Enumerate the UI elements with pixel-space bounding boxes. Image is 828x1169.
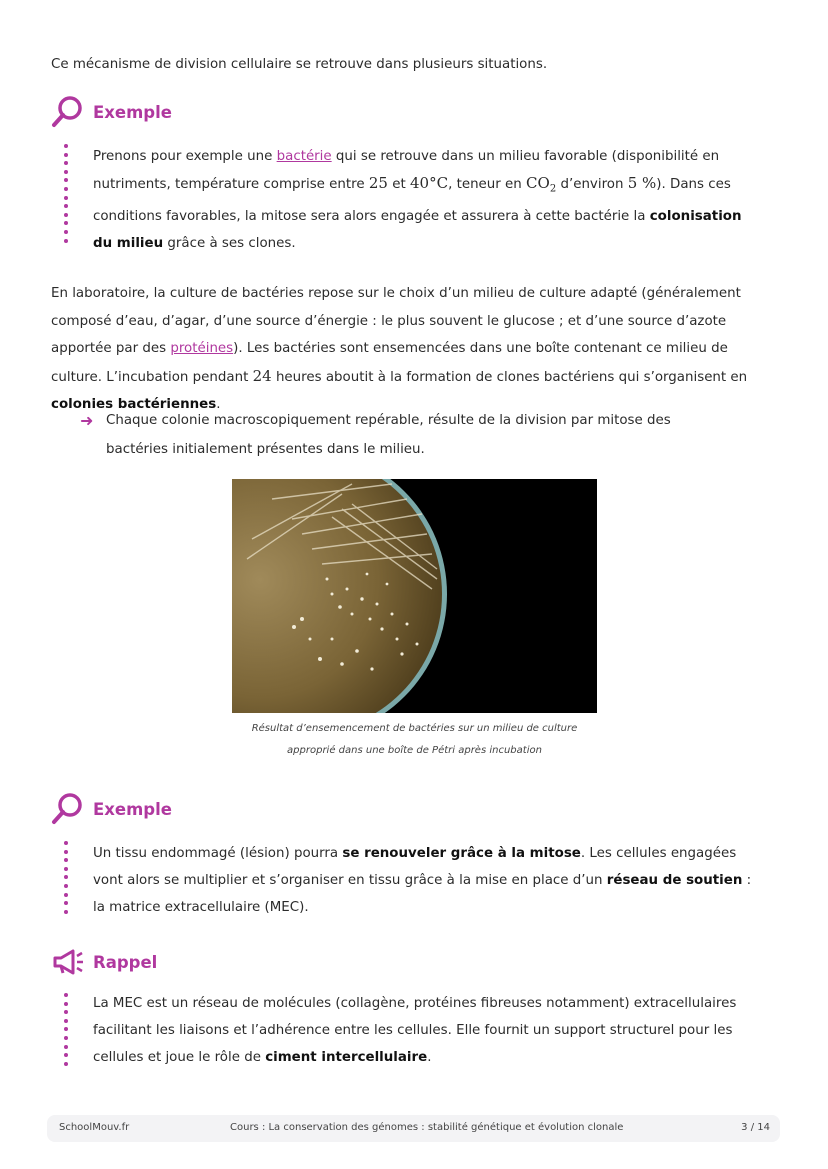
dotted-rule	[64, 144, 69, 247]
link-bacterie[interactable]: bactérie	[276, 149, 332, 164]
intro-paragraph: Ce mécanisme de division cellulaire se retrouve dans plusieurs situations.	[51, 57, 548, 72]
arrow-point	[80, 407, 770, 464]
footer-page-number: 3 / 14	[741, 1122, 770, 1133]
arrow-right-icon: ➜	[80, 411, 94, 430]
page-footer	[47, 1115, 780, 1142]
example-title: Exemple	[93, 102, 172, 122]
petri-dish-image	[232, 479, 597, 713]
dotted-rule	[64, 841, 69, 918]
magnifier-icon	[51, 792, 85, 826]
example-text-2: Un tissu endommagé (lésion) pourra se renouveler grâce à la mitose. Les cellules engagées vont alors se multiplier et s’organiser en tissu grâce à la mise en place d’un réseau de soutien : la matrice extracellulaire (MEC).	[93, 846, 752, 915]
rappel-heading	[51, 945, 157, 979]
example-heading	[51, 95, 172, 129]
magnifier-icon	[51, 95, 85, 129]
megaphone-icon	[51, 945, 85, 979]
footer-site: SchoolMouv.fr	[59, 1122, 130, 1133]
footer-course-title: Cours : La conservation des génomes : stabilité génétique et évolution clonale	[230, 1122, 624, 1133]
image-caption: Résultat d’ensemencement de bactéries sur un milieu de culture approprié dans une boîte de Pétri après incubation	[251, 723, 578, 756]
rappel-text: La MEC est un réseau de molécules (collagène, protéines fibreuses notamment) extracellulaires facilitant les liaisons et l’adhérence entre les cellules. Elle fournit un support structurel pour les cellules et joue le rôle de ciment intercellulaire.	[93, 996, 737, 1065]
example-title-2: Exemple	[93, 799, 172, 819]
link-proteines[interactable]: protéines	[170, 341, 234, 356]
lab-culture-paragraph: En laboratoire, la culture de bactéries repose sur le choix d’un milieu de culture adapté (généralement composé d’eau, d’agar, d’une source d’énergie : le plus souvent le glucose ; et d’une source d’azote apportée par des protéines). Les bactéries sont ensemencées dans une boîte contenant ce milieu de culture. L’incubation pendant 24 heures aboutit à la formation de clones bactériens qui s’organisent en colonies bactériennes.	[51, 286, 748, 412]
arrow-point-text: Chaque colonie macroscopiquement repérable, résulte de la division par mitose des bactéries initialement présentes dans le milieu.	[106, 413, 671, 457]
example-heading-2	[51, 792, 172, 826]
dotted-rule	[64, 993, 69, 1070]
example-text: Prenons pour exemple une bactérie qui se retrouve dans un milieu favorable (disponibilité en nutriments, température comprise entre 25 et 40°C, teneur en $CO_2$ d’environ 5 %). Dans ces conditions favorables, la mitose sera alors engagée et assurera à cette bactérie la colonisation du milieu grâce à ses clones.	[93, 149, 742, 251]
rappel-title: Rappel	[93, 952, 158, 972]
